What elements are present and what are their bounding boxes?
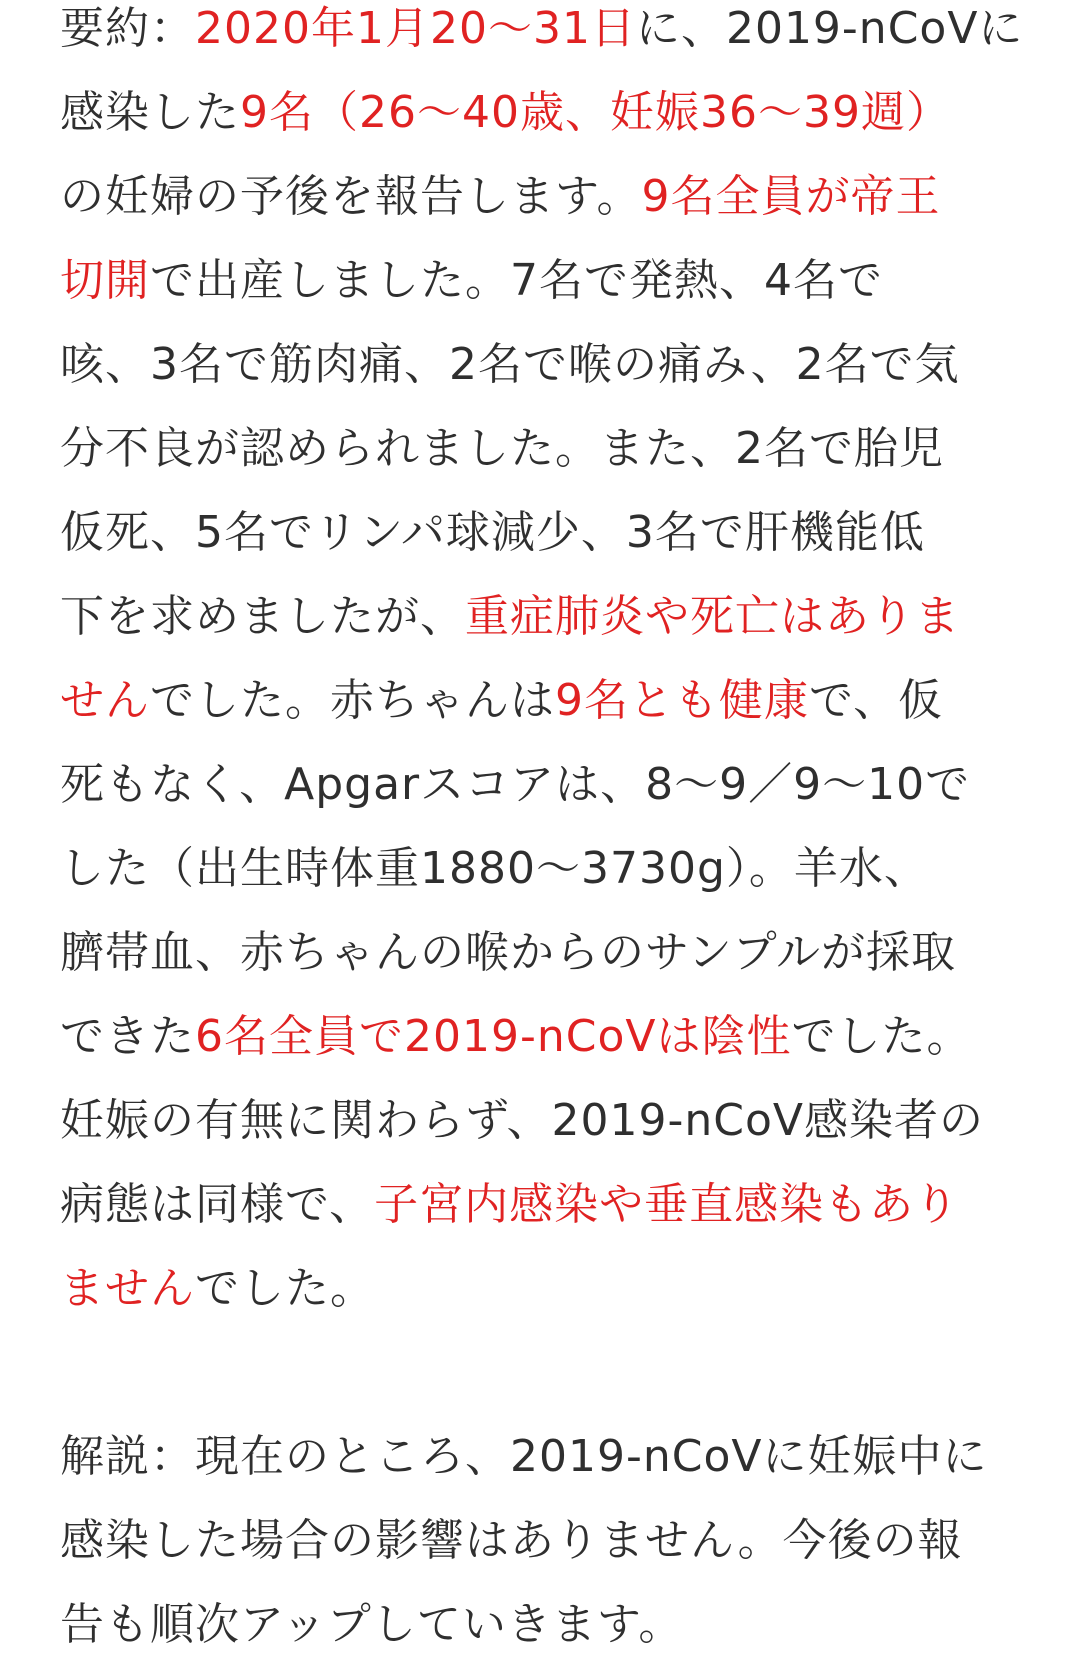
apgar-text: で、仮 死もなく、Apgarスコアは、8〜9／9〜10で した（出生時体重1880〜3730g）。羊水、 臍帯血、赤ちゃんの喉からのサンプルが採取 できた [60, 675, 971, 1062]
study-period: 2020年1月20〜31日 [195, 3, 636, 54]
commentary-text: 解説：現在のところ、2019-nCoVに妊娠中に 感染した場合の影響はありません。今後の報 告も順次アップしていきます。 [60, 1431, 988, 1650]
patient-profile: 9名（26〜40歳、妊娠36〜39週） [240, 87, 951, 138]
article-body [60, 0, 1040, 1667]
summary-text: でした。赤ちゃんは [150, 675, 555, 726]
summary-text: でした。 [195, 1263, 375, 1314]
paragraph-spacer [60, 1331, 1040, 1415]
summary-paragraph [60, 0, 1040, 1331]
summary-label: 要約： [60, 3, 195, 54]
commentary-paragraph [60, 1415, 1040, 1667]
negative-test-finding: 6名全員で2019-nCoVは陰性 [195, 1011, 792, 1062]
summary-text: に、2019-nCoVに 感染した [60, 3, 1024, 138]
summary-text: でした。 妊娠の有無に関わらず、2019-nCoV感染者の 病態は同様で、 [60, 1011, 984, 1230]
symptoms-text: で出産しました。7名で発熱、4名で 咳、3名で筋肉痛、2名で喉の痛み、2名で気 分不良が認められました。また、2名で胎児 仮死、5名でリンパ球減少、3名で肝機能低 下を求めましたが、 [60, 255, 960, 642]
summary-text: の妊婦の予後を報告します。 [60, 171, 642, 222]
no-severe-finding: 重症肺炎や死亡はありま せん [60, 591, 960, 726]
babies-healthy-finding: 9名とも健康 [555, 675, 809, 726]
no-vertical-infection-finding: 子宮内感染や垂直感染もあり ません [60, 1179, 960, 1314]
cesarean-finding: 9名全員が帝王 切開 [60, 171, 941, 306]
